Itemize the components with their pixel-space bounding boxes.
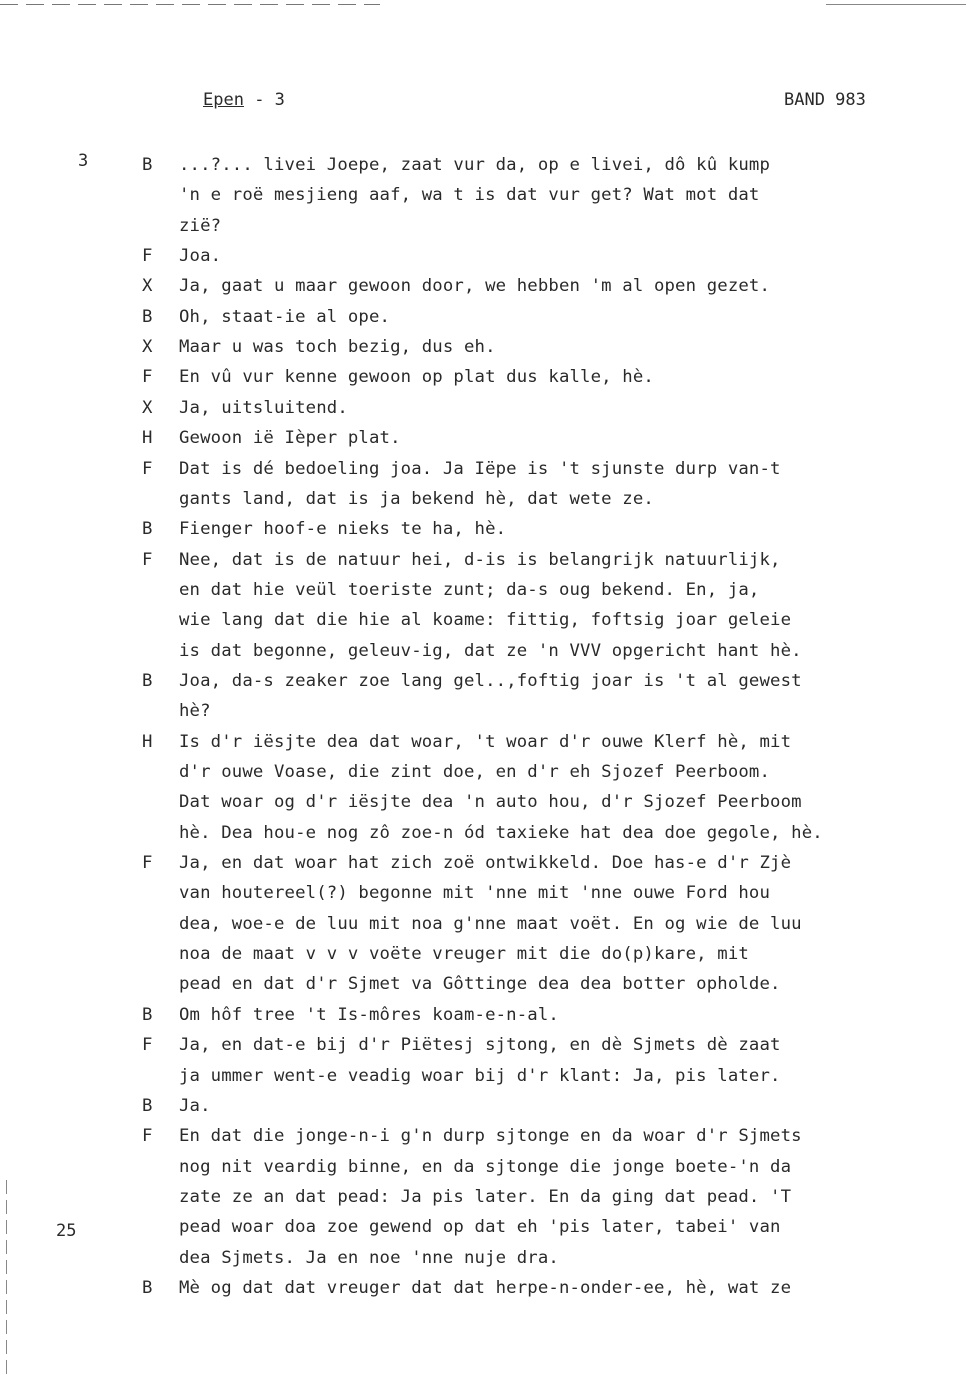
speaker-label: F <box>142 1035 153 1056</box>
speaker-label: H <box>142 428 153 449</box>
line-text: Oh, staat-ie al ope. <box>179 306 391 327</box>
line-text: Maar u was toch bezig, dus eh. <box>179 337 496 358</box>
line-text: Dat is dé bedoeling joa. Ja Iëpe is 't sjunste durp van-t <box>179 458 781 479</box>
page-number: 3 <box>78 151 89 171</box>
transcript-line <box>0 636 966 666</box>
line-text: Nee, dat is de natuur hei, d-is is belangrijk natuurlijk, <box>179 549 781 570</box>
transcript-line <box>0 454 966 484</box>
transcript-line <box>0 757 966 787</box>
line-text: Ja, en dat-e bij d'r Piëtesj sjtong, en dè Sjmets dè zaat <box>179 1035 781 1056</box>
speaker-label: F <box>142 458 153 479</box>
transcript-line <box>0 909 966 939</box>
transcript-line <box>0 939 966 969</box>
line-text: Is d'r iësjte dea dat woar, 't woar d'r ouwe Klerf hè, mit <box>179 731 792 752</box>
transcript-line <box>0 484 966 514</box>
line-text: wie lang dat die hie al koame: fittig, foftsig joar geleie <box>179 610 792 631</box>
transcript-line <box>0 1182 966 1212</box>
transcript-line <box>0 605 966 635</box>
line-text: zië? <box>179 215 222 236</box>
speaker-label: F <box>142 1126 153 1147</box>
transcript-line <box>0 787 966 817</box>
transcript-line <box>0 271 966 301</box>
transcript-line <box>0 332 966 362</box>
transcript-line <box>0 1121 966 1151</box>
speaker-label: B <box>142 306 153 327</box>
line-text: pead woar doa zoe gewend op dat eh 'pis later, tabei' van <box>179 1217 781 1238</box>
line-text: dea Sjmets. Ja en noe 'nne nuje dra. <box>179 1247 559 1268</box>
page-header-title <box>203 90 285 110</box>
transcript-line <box>0 514 966 544</box>
band-number: BAND 983 <box>784 90 866 110</box>
speaker-label: H <box>142 731 153 752</box>
line-text: is dat begonne, geleuv-ig, dat ze 'n VVV opgericht hant hè. <box>179 640 802 661</box>
transcript-line <box>0 1000 966 1030</box>
line-text: En dat die jonge-n-i g'n durp sjtonge en da woar d'r Sjmets <box>179 1126 802 1147</box>
line-text: noa de maat v v v voëte vreuger mit die do(p)kare, mit <box>179 944 749 965</box>
line-text: ...?... livei Joepe, zaat vur da, op e livei, dô kû kump <box>179 155 771 175</box>
transcript-line <box>0 393 966 423</box>
transcript-line <box>0 848 966 878</box>
transcript-line <box>0 1091 966 1121</box>
transcript-line <box>0 211 966 241</box>
scan-edge-top <box>0 4 380 5</box>
header-title: Epen <box>203 90 244 110</box>
speaker-label: X <box>142 337 153 358</box>
line-text: pead en dat d'r Sjmet va Gôttinge dea dea botter opholde. <box>179 974 781 995</box>
speaker-label: B <box>142 519 153 540</box>
header-page-suffix: - 3 <box>243 90 285 110</box>
transcript-line <box>0 1212 966 1242</box>
speaker-label: F <box>142 853 153 874</box>
speaker-label: F <box>142 246 153 267</box>
transcript-line <box>0 575 966 605</box>
line-text: 'n e roë mesjieng aaf, wa t is dat vur get? Wat mot dat <box>179 185 760 206</box>
transcript-line <box>0 150 966 180</box>
transcript-line <box>0 1152 966 1182</box>
transcript-line <box>0 696 966 726</box>
transcript-line <box>0 1243 966 1273</box>
line-text: d'r ouwe Voase, die zint doe, en d'r eh Sjozef Peerboom. <box>179 762 771 782</box>
line-text: Gewoon ië Ièper plat. <box>179 428 401 449</box>
transcript-line <box>0 180 966 210</box>
speaker-label: B <box>142 1004 153 1025</box>
speaker-label: B <box>142 670 153 691</box>
line-text: Joa. <box>179 246 222 267</box>
speaker-label: B <box>142 155 153 175</box>
transcript-line <box>0 1273 966 1303</box>
line-text: en dat hie veül toeriste zunt; da-s oug bekend. En, ja, <box>179 579 760 600</box>
transcript-line <box>0 878 966 908</box>
line-text: Joa, da-s zeaker zoe lang gel..,foftig joar is 't al gewest <box>179 670 802 691</box>
speaker-label: F <box>142 367 153 388</box>
transcript-line <box>0 1030 966 1060</box>
line-text: dea, woe-e de luu mit noa g'nne maat voët. En og wie de luu <box>179 913 802 934</box>
transcript-line <box>0 818 966 848</box>
transcript-line <box>0 1061 966 1091</box>
speaker-label: B <box>142 1277 153 1298</box>
transcript-line <box>0 362 966 392</box>
line-text: hè? <box>179 701 211 722</box>
line-text: Ja, uitsluitend. <box>179 397 348 418</box>
line-text: gants land, dat is ja bekend hè, dat wete ze. <box>179 488 654 509</box>
transcript-line <box>0 666 966 696</box>
transcript-line <box>0 423 966 453</box>
line-text: Fienger hoof-e nieks te ha, hè. <box>179 519 507 540</box>
line-text: van houtereel(?) begonne mit 'nne mit 'nne ouwe Ford hou <box>179 883 771 904</box>
transcript-line <box>0 241 966 271</box>
line-text: Ja, gaat u maar gewoon door, we hebben 'm al open gezet. <box>179 276 771 297</box>
transcript-line <box>0 302 966 332</box>
transcript-line <box>0 545 966 575</box>
speaker-label: X <box>142 397 153 418</box>
line-text: Ja. <box>179 1095 211 1116</box>
line-text: zate ze an dat pead: Ja pis later. En da ging dat pead. 'T <box>179 1186 792 1207</box>
speaker-label: X <box>142 276 153 297</box>
line-text: hè. Dea hou-e nog zô zoe-n ód taxieke hat dea doe gegole, hè. <box>179 822 823 843</box>
transcript-line <box>0 969 966 999</box>
line-text: nog nit veardig binne, en da sjtonge die jonge boete-'n da <box>179 1156 792 1177</box>
line-text: ja ummer went-e veadig woar bij d'r klant: Ja, pis later. <box>179 1065 781 1086</box>
line-text: Om hôf tree 't Is-môres koam-e-n-al. <box>179 1004 559 1025</box>
line-text: Mè og dat dat vreuger dat dat herpe-n-onder-ee, hè, wat ze <box>179 1277 792 1298</box>
line-number: 25 <box>56 1221 77 1241</box>
speaker-label: F <box>142 549 153 570</box>
scan-edge-top-right <box>826 4 966 5</box>
line-text: Ja, en dat woar hat zich zoë ontwikkeld. Doe has-e d'r Zjè <box>179 853 792 874</box>
speaker-label: B <box>142 1095 153 1116</box>
line-text: En vû vur kenne gewoon op plat dus kalle, hè. <box>179 367 654 388</box>
transcript-line <box>0 727 966 757</box>
line-text: Dat woar og d'r iësjte dea 'n auto hou, d'r Sjozef Peerboom <box>179 792 802 813</box>
